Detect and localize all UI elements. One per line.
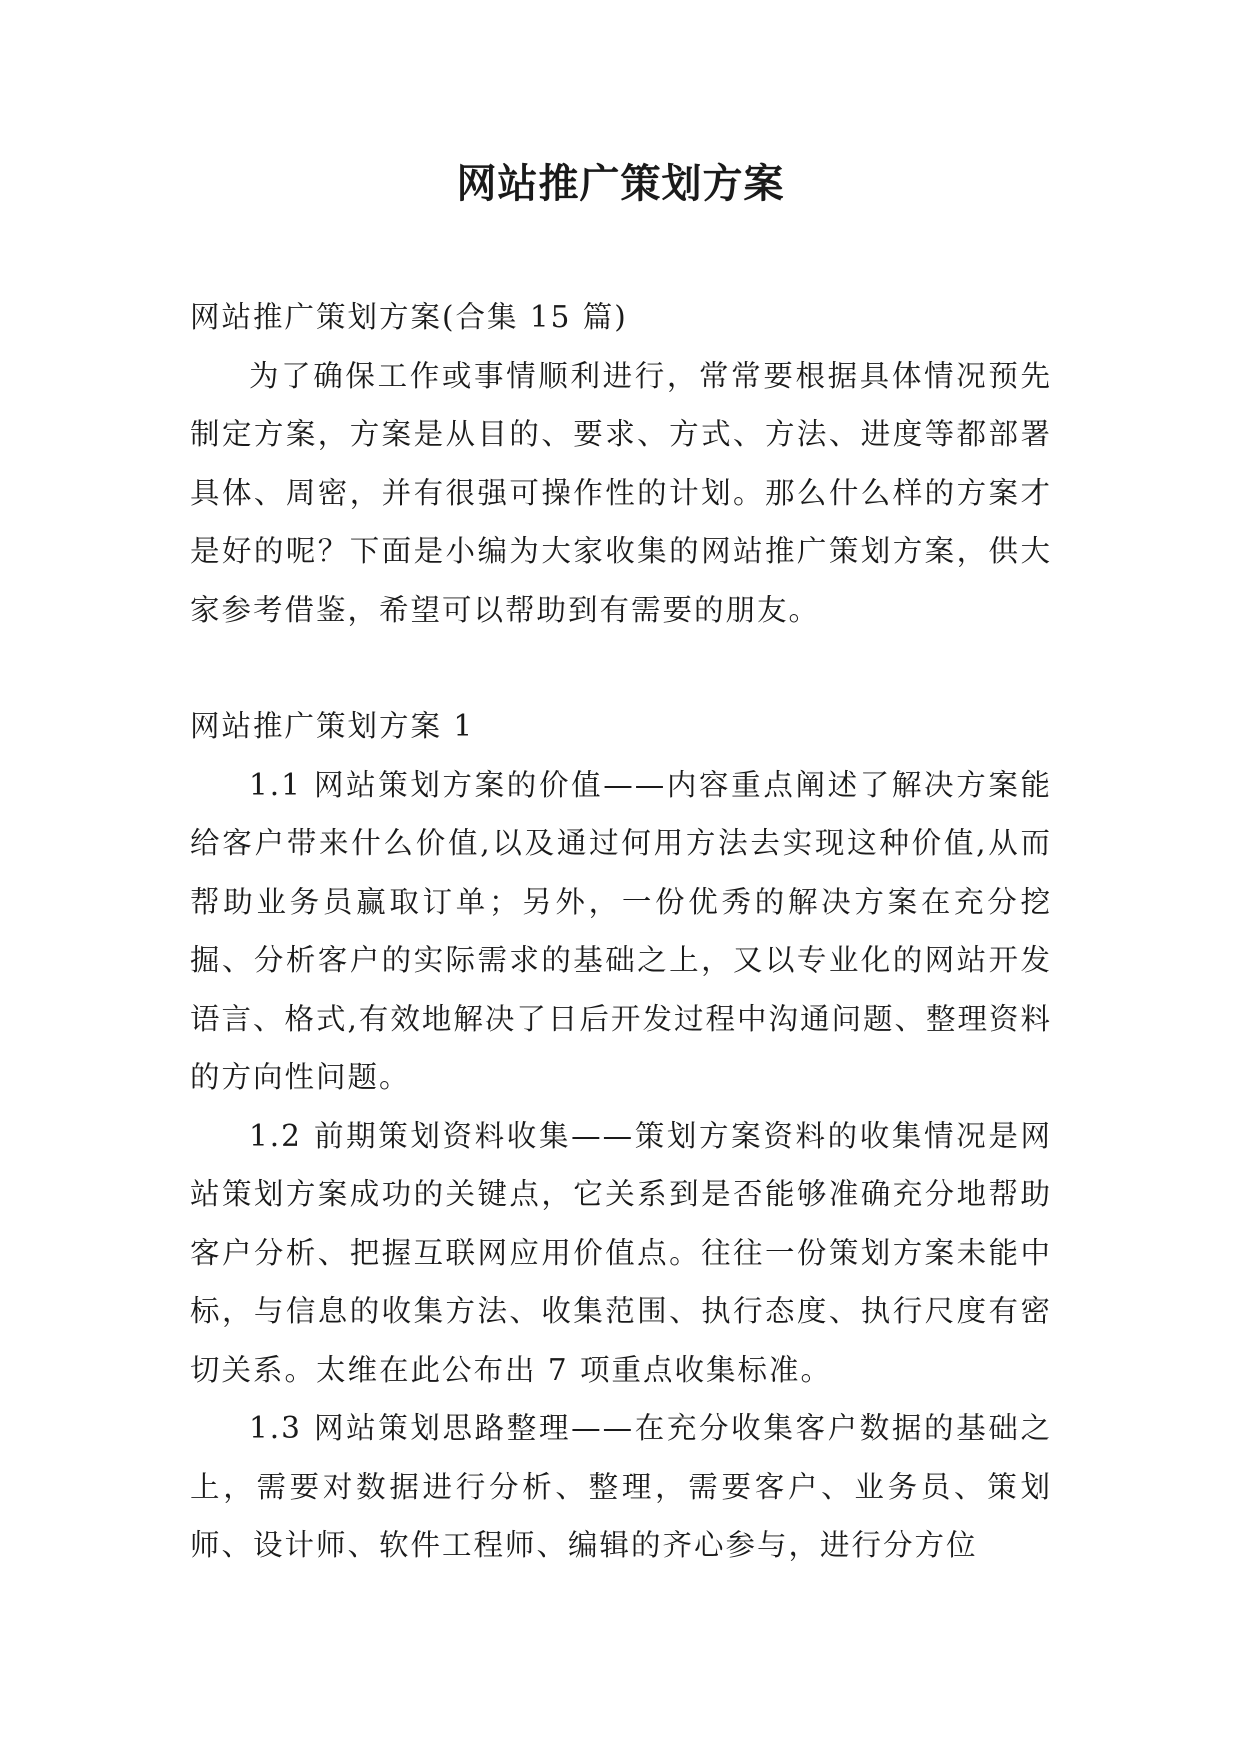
section-paragraph: 1.1 网站策划方案的价值——内容重点阐述了解决方案能给客户带来什么价值,以及通过何用方法去实现这种价值,从而帮助业务员赢取订单；另外，一份优秀的解决方案在充分挖掘、分析客户的实际需求的基础之上，又以专业化的网站开发语言、格式,有效地解决了日后开发过程中沟通问题、整理资料的方向性问题。 <box>190 767 1052 1094</box>
section-spacer <box>190 639 1052 697</box>
document-subtitle: 网站推广策划方案(合集 15 篇) <box>190 300 628 334</box>
document-title: 网站推广策划方案 <box>456 160 785 207</box>
intro-paragraph: 为了确保工作或事情顺利进行，常常要根据具体情况预先制定方案，方案是从目的、要求、方式、方法、进度等都部署具体、周密，并有很强可操作性的计划。那么什么样的方案才是好的呢？下面是小编为大家收集的网站推广策划方案，供大家参考借鉴，希望可以帮助到有需要的朋友。 <box>190 358 1052 627</box>
document-body <box>190 288 1052 1575</box>
section-heading: 网站推广策划方案 1 <box>190 709 475 743</box>
section-paragraph: 1.2 前期策划资料收集——策划方案资料的收集情况是网站策划方案成功的关键点，它关系到是否能够准确充分地帮助客户分析、把握互联网应用价值点。往往一份策划方案未能中标，与信息的收集方法、收集范围、执行态度、执行尺度有密切关系。太维在此公布出 7 项重点收集标准。 <box>190 1118 1052 1387</box>
section-paragraph: 1.3 网站策划思路整理——在充分收集客户数据的基础之上，需要对数据进行分析、整理，需要客户、业务员、策划师、设计师、软件工程师、编辑的齐心参与，进行分方位 <box>190 1411 1052 1562</box>
